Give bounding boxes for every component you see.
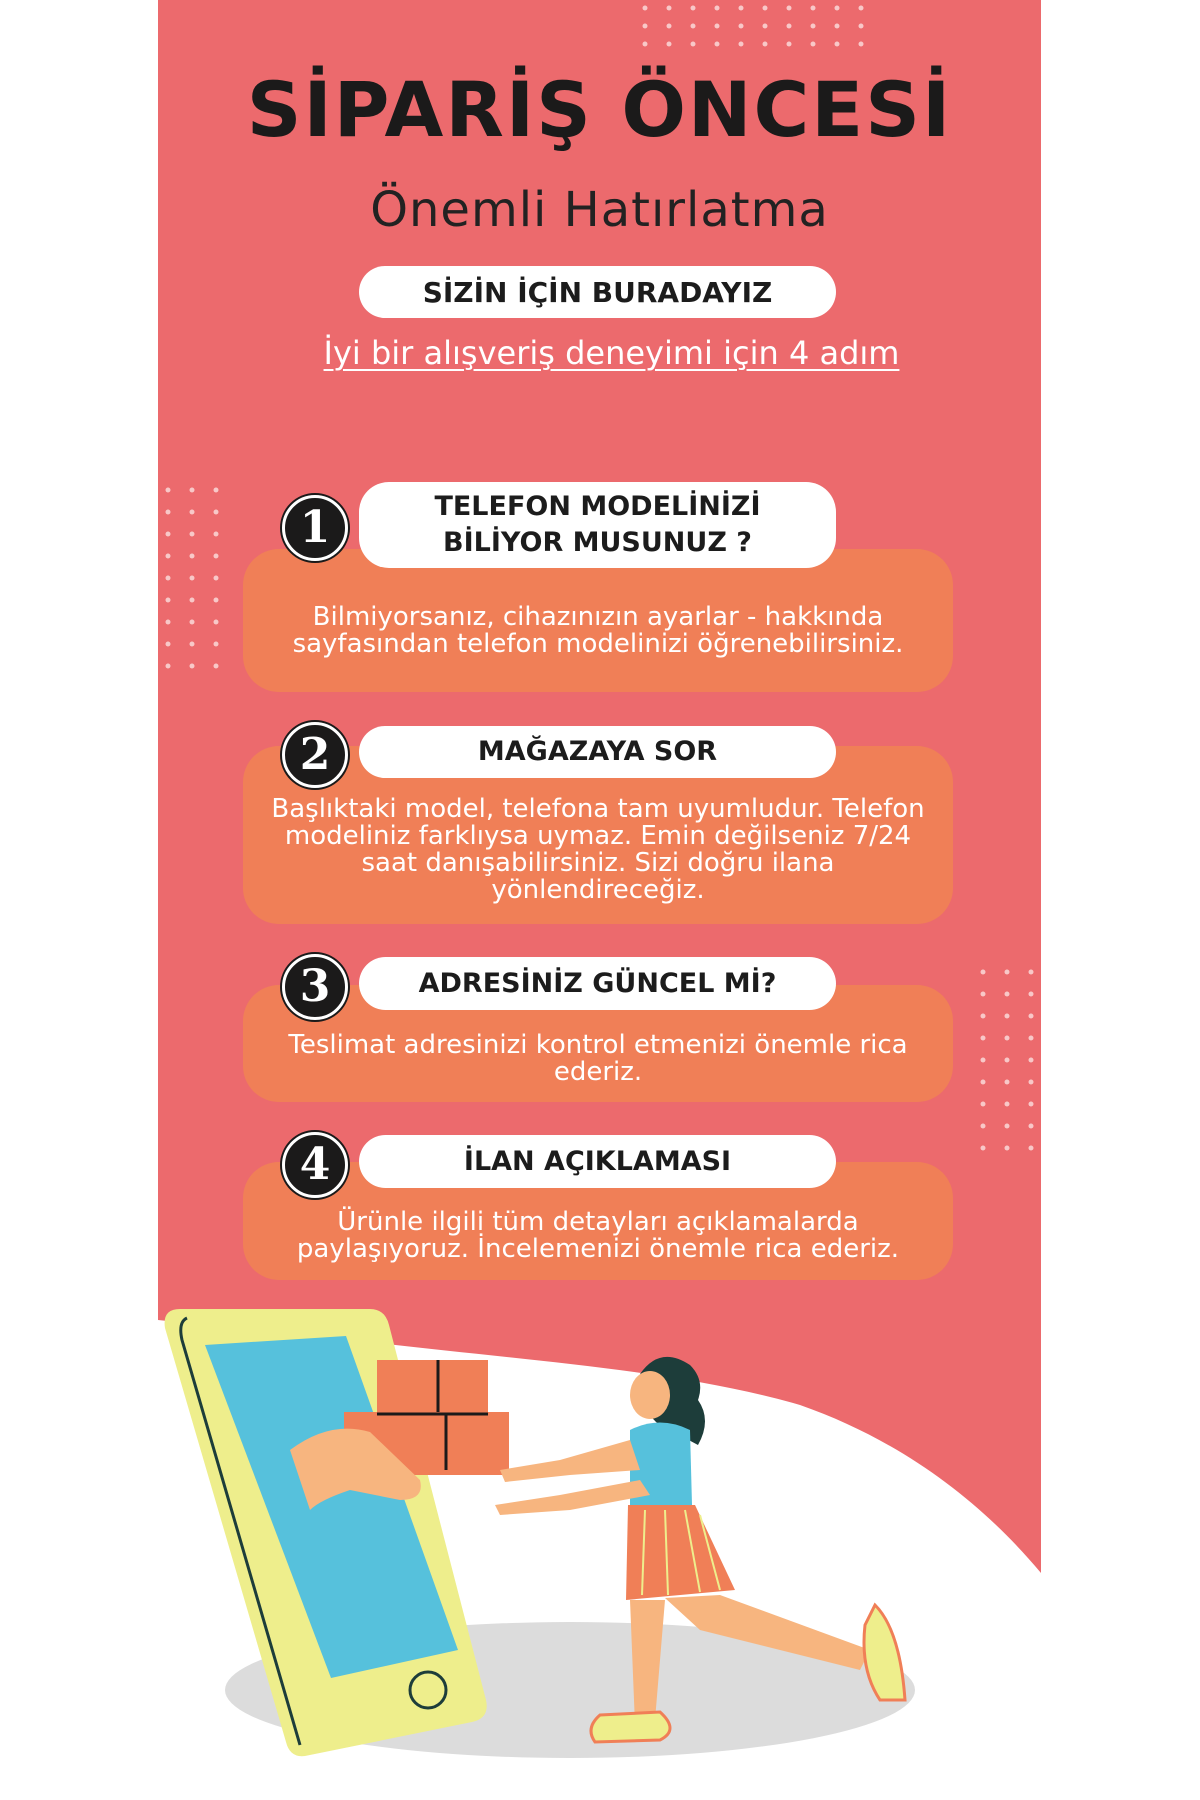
decor-dot bbox=[763, 42, 768, 47]
step-1-title-line-2: BİLİYOR MUSUNUZ ? bbox=[443, 527, 752, 558]
decor-dot bbox=[1029, 1124, 1034, 1129]
decor-dot bbox=[739, 6, 744, 11]
decor-dot bbox=[190, 532, 195, 537]
decor-dot bbox=[214, 642, 219, 647]
decor-dot bbox=[739, 42, 744, 47]
badge-text: SİZİN İÇİN BURADAYIZ bbox=[422, 275, 773, 309]
decor-dot bbox=[859, 42, 864, 47]
decor-dot bbox=[166, 532, 171, 537]
decor-dot bbox=[166, 510, 171, 515]
decor-dot bbox=[1029, 992, 1034, 997]
decor-dot bbox=[1005, 992, 1010, 997]
step-3-title-text: ADRESİNİZ GÜNCEL Mİ? bbox=[418, 967, 777, 999]
decor-dot bbox=[214, 554, 219, 559]
decor-dot bbox=[214, 598, 219, 603]
decor-dot bbox=[787, 24, 792, 29]
decor-dot bbox=[811, 24, 816, 29]
decor-dot bbox=[981, 970, 986, 975]
decor-dot bbox=[981, 1102, 986, 1107]
decor-dot bbox=[667, 6, 672, 11]
step-2-title bbox=[359, 726, 836, 778]
decor-dot bbox=[981, 992, 986, 997]
decor-dot bbox=[214, 576, 219, 581]
decor-dot bbox=[763, 24, 768, 29]
decor-dot bbox=[190, 488, 195, 493]
decor-dot bbox=[981, 1080, 986, 1085]
decor-dot bbox=[981, 1124, 986, 1129]
decor-dot bbox=[214, 620, 219, 625]
decor-dot bbox=[691, 42, 696, 47]
decor-dot bbox=[715, 6, 720, 11]
decor-dot bbox=[1005, 1014, 1010, 1019]
decor-dot bbox=[214, 532, 219, 537]
badge-pill bbox=[359, 266, 836, 318]
decor-dot bbox=[859, 6, 864, 11]
decor-dot bbox=[1005, 1102, 1010, 1107]
decor-dot bbox=[166, 598, 171, 603]
decor-dot bbox=[1029, 1058, 1034, 1063]
decor-dot bbox=[190, 598, 195, 603]
decor-dot bbox=[1005, 1080, 1010, 1085]
decor-dot bbox=[787, 6, 792, 11]
decor-dot bbox=[190, 554, 195, 559]
decor-dot bbox=[715, 42, 720, 47]
step-1-title bbox=[359, 482, 836, 568]
decor-dot bbox=[166, 554, 171, 559]
decor-dot bbox=[166, 488, 171, 493]
step-4-number-icon: 4 bbox=[282, 1132, 348, 1198]
decor-dot bbox=[835, 6, 840, 11]
decor-dot bbox=[214, 488, 219, 493]
decor-dot bbox=[190, 664, 195, 669]
step-3-number-icon: 3 bbox=[282, 954, 348, 1020]
step-1-description bbox=[243, 549, 953, 692]
decor-dot bbox=[1029, 1080, 1034, 1085]
decor-dot bbox=[787, 42, 792, 47]
step-1-body: Bilmiyorsanız, cihazınızın ayarlar - hakkında sayfasından telefon modelinizi öğrenebilirsiniz. bbox=[292, 601, 904, 659]
step-1-number-icon: 1 bbox=[282, 495, 348, 561]
decor-dot bbox=[1005, 1146, 1010, 1151]
decor-dot bbox=[166, 576, 171, 581]
decor-dot bbox=[643, 6, 648, 11]
decor-dot bbox=[691, 24, 696, 29]
step-4-title-text: İLAN AÇIKLAMASI bbox=[463, 1145, 732, 1177]
decor-dot bbox=[190, 642, 195, 647]
step-2-body: Başlıktaki model, telefona tam uyumludur. Telefon modeliniz farklıysa uymaz. Emin değilseniz 7/24 saat danışabilirsiniz. Sizi doğru ilana yönlendireceğiz. bbox=[271, 794, 925, 905]
decor-dot bbox=[166, 642, 171, 647]
decor-dot bbox=[1005, 970, 1010, 975]
decor-dot bbox=[1005, 1058, 1010, 1063]
decor-dot bbox=[667, 42, 672, 47]
decor-dot bbox=[1029, 1014, 1034, 1019]
intro-link[interactable]: İyi bir alışveriş deneyimi için 4 adım bbox=[323, 334, 900, 372]
decor-dot bbox=[190, 510, 195, 515]
decor-dot bbox=[811, 6, 816, 11]
step-2-title-text: MAĞAZAYA SOR bbox=[477, 736, 718, 767]
decor-dot bbox=[739, 24, 744, 29]
decor-dot bbox=[1029, 1102, 1034, 1107]
decor-dot bbox=[166, 620, 171, 625]
decor-dot bbox=[1029, 1146, 1034, 1151]
step-4-title bbox=[359, 1135, 836, 1188]
decor-dot bbox=[1005, 1124, 1010, 1129]
decor-dot bbox=[214, 510, 219, 515]
decor-dot bbox=[190, 576, 195, 581]
step-3-title bbox=[359, 957, 836, 1010]
decor-dot bbox=[763, 6, 768, 11]
decor-dot bbox=[643, 42, 648, 47]
decor-dot bbox=[166, 664, 171, 669]
step-1-title-line-1: TELEFON MODELİNİZİ bbox=[434, 491, 761, 522]
step-3-body: Teslimat adresinizi kontrol etmenizi önemle rica ederiz. bbox=[288, 1029, 908, 1087]
step-2-number-icon: 2 bbox=[282, 722, 348, 788]
page-title: SİPARİŞ ÖNCESİ bbox=[246, 65, 953, 154]
decor-dot bbox=[811, 42, 816, 47]
decor-dot bbox=[667, 24, 672, 29]
step-4-body: Ürünle ilgili tüm detayları açıklamalarda paylaşıyoruz. İncelemenizi önemle rica ederiz. bbox=[296, 1207, 900, 1264]
decor-dot bbox=[981, 1036, 986, 1041]
decor-dot bbox=[1005, 1036, 1010, 1041]
decor-dot bbox=[715, 24, 720, 29]
decor-dot bbox=[981, 1146, 986, 1151]
decor-dot bbox=[981, 1014, 986, 1019]
decor-dot bbox=[190, 620, 195, 625]
page-subtitle: Önemli Hatırlatma bbox=[370, 182, 829, 238]
decor-dot bbox=[643, 24, 648, 29]
decor-dot bbox=[835, 24, 840, 29]
decor-dot bbox=[835, 42, 840, 47]
decor-dot bbox=[214, 664, 219, 669]
decor-dot bbox=[1029, 970, 1034, 975]
decor-dot bbox=[691, 6, 696, 11]
decor-dot bbox=[981, 1058, 986, 1063]
decor-dot bbox=[1029, 1036, 1034, 1041]
decor-dot bbox=[859, 24, 864, 29]
